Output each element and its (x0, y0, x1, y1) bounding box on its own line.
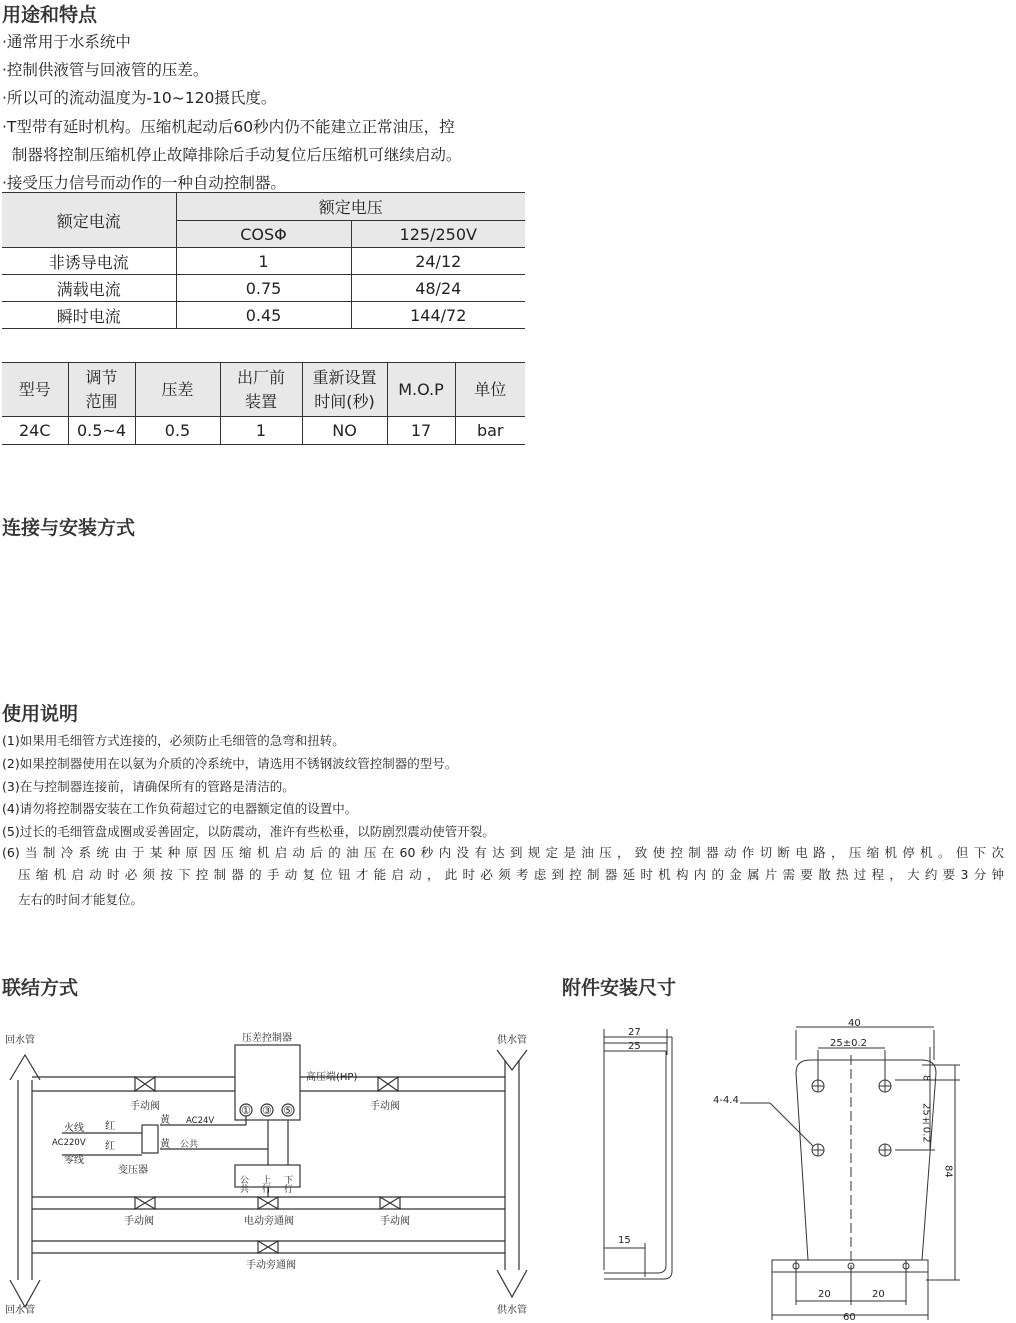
table-row (2, 275, 525, 302)
fire-wire-label: 火线 (64, 1123, 84, 1134)
valve-label: 手动阀 (130, 1101, 160, 1112)
red-label: 红 (105, 1141, 115, 1152)
table-row (2, 302, 525, 329)
dim-8: 8 (920, 1075, 932, 1082)
supply-pipe-label: 供水管 (497, 1305, 527, 1316)
return-pipe-label: 回水管 (5, 1035, 35, 1046)
header-mop: M.O.P (387, 363, 455, 417)
act-down-label: 下行 (282, 1175, 292, 1193)
transformer-label: 变压器 (118, 1165, 148, 1176)
cell: 0.5~4 (68, 417, 135, 445)
red-label: 红 (105, 1121, 115, 1132)
valve-label: 手动阀 (124, 1216, 154, 1227)
controller-label: 压差控制器 (242, 1033, 292, 1044)
dim-20a: 20 (818, 1289, 831, 1300)
usage-line: (4)请勿将控制器安装在工作负荷超过它的电器额定值的设置中。 (2, 801, 358, 816)
row-cos: 0.45 (176, 302, 351, 329)
row-value: 144/72 (351, 302, 525, 329)
cell: bar (455, 417, 525, 445)
common-label: 公共 (180, 1140, 199, 1150)
usage-line: (5)过长的毛细管盘成圈或妥善固定，以防震动，准许有些松垂，以防剧烈震动使管开裂。 (2, 824, 495, 839)
ac24-label: AC24V (186, 1116, 215, 1126)
hp-port-label: 高压端(HP) (306, 1072, 358, 1083)
usage-line: 压缩机启动时必须按下控制器的手动复位钮才能启动，此时必须考虑到控制器延时机构内的金属片需要散热过程，大约要3分钟 (18, 867, 1004, 882)
header-model: 型号 (2, 363, 68, 417)
dim-25-tol: 25±0.2 (830, 1038, 868, 1049)
yellow-label: 黄 (160, 1115, 170, 1126)
usage-line: (3)在与控制器连接前，请确保所有的管路是清洁的。 (2, 779, 295, 794)
usage-title: 使用说明 (2, 703, 79, 725)
row-cos: 1 (176, 248, 351, 275)
usage-line: (2)如果控制器使用在以氨为介质的冷系统中，请选用不锈钢波纹管控制器的型号。 (2, 756, 458, 771)
manual-bypass-label: 手动旁通阀 (246, 1260, 296, 1271)
dim-25: 25 (628, 1041, 641, 1052)
terminal-3: ③ (262, 1104, 272, 1117)
usage-line: (6)当制冷系统由于某种原因压缩机启动后的油压在60秒内没有达到规定是油压，致使控制器动作切断电路，压缩机停机。但下次 (2, 845, 1004, 860)
header-diff: 压差 (135, 363, 220, 417)
row-value: 24/12 (351, 248, 525, 275)
wiring-title: 联结方式 (2, 977, 79, 999)
features-title: 用途和特点 (2, 4, 98, 26)
supply-pipe-label: 供水管 (497, 1035, 527, 1046)
spec-table (2, 362, 525, 445)
cell: NO (302, 417, 387, 445)
header-reset: 重新设置 时间(秒) (302, 363, 387, 417)
row-label: 满载电流 (2, 275, 176, 302)
dim-25-vert: 25±0.2 (920, 1103, 932, 1143)
dimension-drawing (560, 1015, 1000, 1323)
act-up-label: 上行 (260, 1175, 270, 1193)
rating-table (2, 192, 525, 329)
row-label: 非诱导电流 (2, 248, 176, 275)
rated-current-header: 额定电流 (2, 193, 176, 248)
voltage-header: 125/250V (351, 221, 525, 248)
dim-27: 27 (628, 1027, 641, 1038)
header-unit: 单位 (455, 363, 525, 417)
terminal-1: ① (241, 1104, 251, 1117)
feature-line: ·T型带有延时机构。压缩机起动后60秒内仍不能建立正常油压，控 (2, 118, 455, 136)
usage-line: 左右的时间才能复位。 (18, 892, 144, 907)
feature-line: ·所以可的流动温度为-10~120摄氏度。 (2, 89, 277, 107)
dim-40: 40 (848, 1018, 861, 1029)
usage-line: (1)如果用毛细管方式连接的，必须防止毛细管的急弯和扭转。 (2, 733, 345, 748)
cell: 1 (220, 417, 302, 445)
yellow-label: 黄 (160, 1139, 170, 1150)
neutral-wire-label: 零线 (64, 1155, 84, 1166)
wiring-diagram (0, 1025, 545, 1323)
dim-15: 15 (618, 1235, 631, 1246)
cell: 24C (2, 417, 68, 445)
terminal-5: ⑤ (283, 1104, 293, 1117)
cell: 17 (387, 417, 455, 445)
motor-bypass-label: 电动旁通阀 (244, 1216, 294, 1227)
feature-line: 制器将控制压缩机停止故障排除后手动复位后压缩机可继续启动。 (2, 146, 462, 164)
dim-84: 84 (942, 1165, 954, 1178)
row-cos: 0.75 (176, 275, 351, 302)
row-value: 48/24 (351, 275, 525, 302)
feature-line: ·接受压力信号而动作的一种自动控制器。 (2, 174, 286, 192)
valve-label: 手动阀 (380, 1216, 410, 1227)
cell: 0.5 (135, 417, 220, 445)
valve-label: 手动阀 (370, 1101, 400, 1112)
return-pipe-label: 回水管 (5, 1305, 35, 1316)
dim-60: 60 (843, 1312, 856, 1323)
row-label: 瞬时电流 (2, 302, 176, 329)
act-common-label: 公共 (238, 1175, 248, 1193)
cos-header: COSΦ (176, 221, 351, 248)
table-row (2, 417, 525, 445)
table-row (2, 248, 525, 275)
dim-20b: 20 (872, 1289, 885, 1300)
feature-line: ·通常用于水系统中 (2, 33, 131, 51)
connection-title: 连接与安装方式 (2, 517, 136, 539)
feature-line: ·控制供液管与回液管的压差。 (2, 61, 209, 79)
header-range: 调节 范围 (68, 363, 135, 417)
dimensions-title: 附件安装尺寸 (562, 977, 677, 999)
header-factory: 出厂前 装置 (220, 363, 302, 417)
ac220-label: AC220V (52, 1138, 86, 1148)
rated-voltage-header: 额定电压 (176, 193, 525, 221)
dim-hole: 4-4.4 (713, 1095, 739, 1106)
